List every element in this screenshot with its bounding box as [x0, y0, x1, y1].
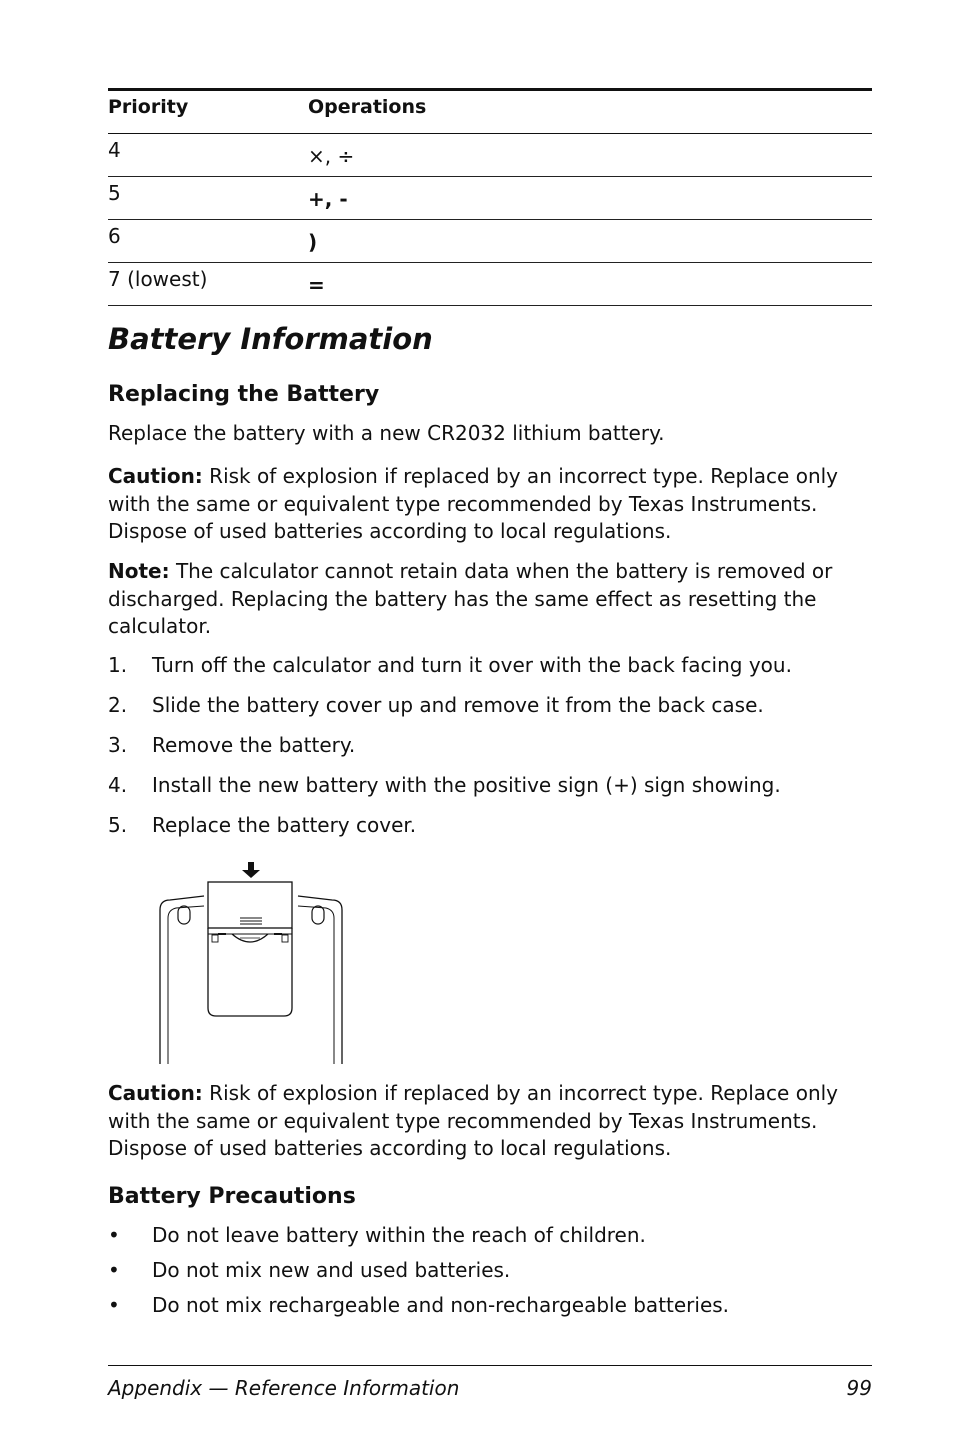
calculator-body-right [298, 896, 342, 1064]
page-number: 99 [846, 1376, 872, 1400]
step-number: 1. [108, 653, 128, 677]
battery-cover-diagram [156, 858, 346, 1064]
step-text: Turn off the calculator and turn it over with the back facing you. [152, 653, 792, 677]
priority-cell: 7 (lowest) [108, 267, 208, 291]
note-paragraph [108, 558, 872, 641]
table-row [108, 134, 872, 177]
caution-paragraph [108, 463, 872, 546]
document-page [108, 0, 872, 1456]
bullet-icon: • [108, 1258, 120, 1282]
operations-cell: ×, ÷ [308, 144, 355, 168]
calculator-body-left [160, 896, 204, 1064]
replacing-battery-heading: Replacing the Battery [108, 382, 380, 407]
list-item-text: Do not leave battery within the reach of children. [152, 1223, 646, 1247]
table-header-row [108, 91, 872, 134]
caution-label: Caution: [108, 464, 203, 488]
priority-cell: 5 [108, 181, 121, 205]
replace-intro: Replace the battery with a new CR2032 lithium battery. [108, 421, 665, 445]
priority-cell: 4 [108, 138, 121, 162]
caution-paragraph-2 [108, 1080, 872, 1163]
caution-text: Risk of explosion if replaced by an incorrect type. Replace only with the same or equivalent type recommended by Texas Instruments. Dispose of used batteries according to local regulations. [108, 1081, 839, 1160]
down-arrow-icon [242, 862, 260, 878]
footer-divider [108, 1365, 872, 1366]
screw-hole-left [178, 906, 190, 924]
section-title: Battery Information [108, 322, 433, 356]
screw-hole-right [312, 906, 324, 924]
footer-chapter-title: Appendix — Reference Information [108, 1376, 460, 1400]
bullet-icon: • [108, 1293, 120, 1317]
caution-label: Caution: [108, 1081, 203, 1105]
operations-cell: ) [308, 230, 318, 254]
list-item-text: Do not mix rechargeable and non-rechargeable batteries. [152, 1293, 730, 1317]
table-row [108, 177, 872, 220]
step-number: 3. [108, 733, 128, 757]
note-text: The calculator cannot retain data when the battery is removed or discharged. Replacing the battery has the same effect as resetting the calculator. [108, 559, 833, 638]
step-text: Slide the battery cover up and remove it from the back case. [152, 693, 764, 717]
table-row [108, 263, 872, 306]
battery-compartment [208, 928, 292, 1016]
operations-cell: = [308, 273, 325, 297]
step-number: 5. [108, 813, 128, 837]
bullet-icon: • [108, 1223, 120, 1247]
step-number: 2. [108, 693, 128, 717]
step-text: Replace the battery cover. [152, 813, 417, 837]
priority-table [108, 88, 872, 306]
step-number: 4. [108, 773, 128, 797]
operations-cell: +, - [308, 187, 348, 211]
header-operations: Operations [308, 96, 427, 118]
priority-cell: 6 [108, 224, 121, 248]
step-text: Install the new battery with the positive sign (+) sign showing. [152, 773, 781, 797]
caution-text: Risk of explosion if replaced by an incorrect type. Replace only with the same or equivalent type recommended by Texas Instruments. Dispose of used batteries according to local regulations. [108, 464, 839, 543]
list-item-text: Do not mix new and used batteries. [152, 1258, 511, 1282]
header-priority: Priority [108, 96, 189, 118]
note-label: Note: [108, 559, 170, 583]
step-text: Remove the battery. [152, 733, 356, 757]
battery-precautions-heading: Battery Precautions [108, 1184, 356, 1209]
table-row [108, 220, 872, 263]
